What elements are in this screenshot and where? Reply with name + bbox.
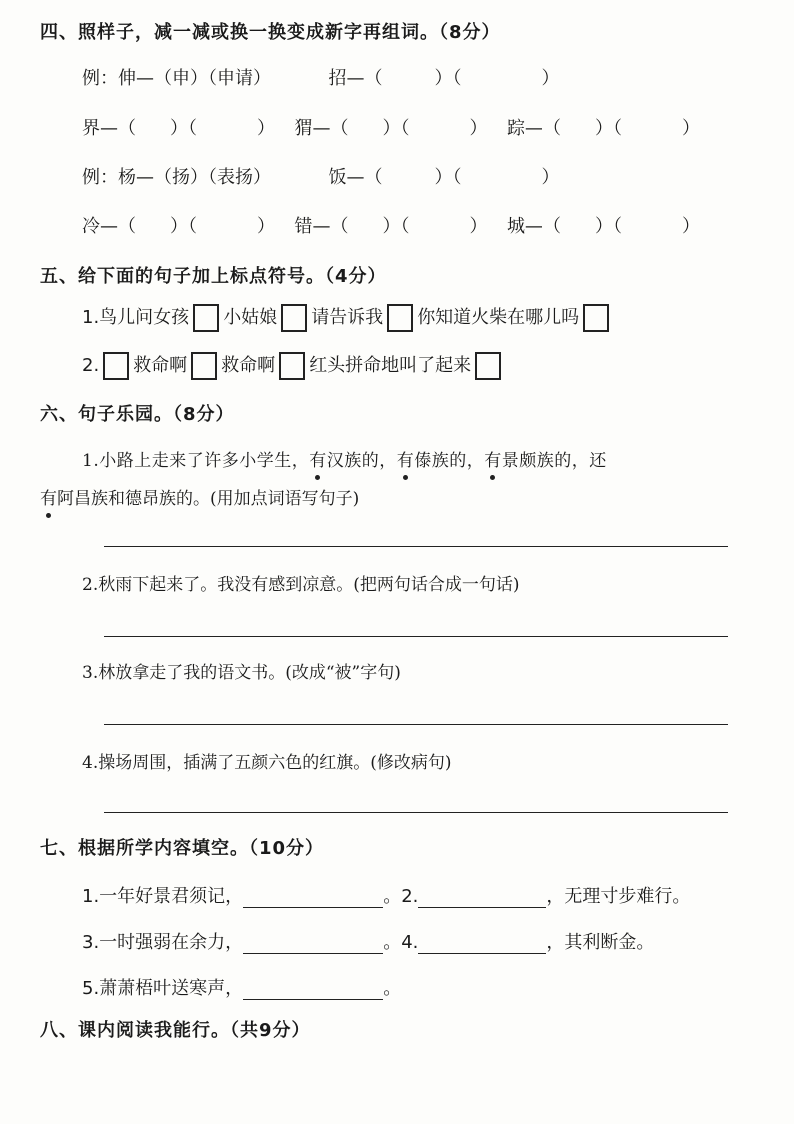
sec7-line-3: 5.萧萧梧叶送寒声， 。 (82, 978, 402, 999)
sec6-q2: 2.秋雨下起来了。我没有感到凉意。(把两句话合成一句话) (82, 575, 520, 595)
sec6-q3: 3.林放拿走了我的语文书。(改成“被”字句) (82, 663, 401, 683)
sec4-char-cheng: 城— (506, 216, 543, 237)
punctuation-box[interactable] (103, 352, 129, 380)
sec4-char-jie: 界— (82, 118, 118, 139)
sec4-example-2: 例：杨—（扬）（表扬） (82, 167, 271, 188)
sec5-line-2: 2. 救命啊 救命啊 红头拼命地叫了起来 (82, 350, 505, 382)
fill-blank-1[interactable] (243, 887, 383, 908)
sec7-line-1: 1.一年好景君须记， 。2. ，无理寸步难行。 (82, 886, 691, 907)
fill-blank-3[interactable] (243, 933, 383, 954)
section-6-title: 六、句子乐园。（8分） (40, 404, 235, 425)
sec4-char-cuo: 错— (294, 216, 331, 237)
punctuation-box[interactable] (475, 352, 501, 380)
sec4-char-leng: 冷— (82, 216, 118, 237)
section-5-title: 五、给下面的句子加上标点符号。（4分） (40, 266, 387, 287)
sec6-q1-line1: 1.小路上走来了许多小学生，有汉族的，有傣族的，有景颇族的，还 (82, 446, 607, 471)
sec5-line-1: 1.鸟儿问女孩 小姑娘 请告诉我 你知道火柴在哪儿吗 (82, 302, 613, 334)
sec4-char-zhao: 招— (328, 68, 365, 89)
sec4-char-wei: 猬— (294, 118, 331, 139)
punctuation-box[interactable] (387, 304, 413, 332)
fill-blank-5[interactable] (243, 979, 383, 1000)
section-4-title: 四、照样子，减一减或换一换变成新字再组词。（8分） (40, 22, 501, 43)
sec4-char-zong: 踪— (506, 118, 543, 139)
fill-blank-2[interactable] (418, 887, 546, 908)
punctuation-box[interactable] (583, 304, 609, 332)
punctuation-box[interactable] (193, 304, 219, 332)
punctuation-box[interactable] (191, 352, 217, 380)
fill-blank-4[interactable] (418, 933, 546, 954)
answer-line-q4[interactable] (104, 812, 728, 813)
section-7-title: 七、根据所学内容填空。（10分） (40, 838, 325, 859)
sec4-char-fan: 饭— (328, 167, 365, 188)
sec4-example-1: 例：伸—（申）（申请） (82, 68, 271, 89)
answer-line-q3[interactable] (104, 724, 728, 725)
sec6-q1-line2: 有阿昌族和德昂族的。(用加点词语写句子) (40, 484, 359, 509)
sec4-row-2: 界—（ ）（ ） 猬—（ ）（ ） 踪—（ ）（ ） (82, 118, 700, 139)
punctuation-box[interactable] (279, 352, 305, 380)
answer-line-q1[interactable] (104, 546, 728, 547)
sec6-q4: 4.操场周围，插满了五颜六色的红旗。(修改病句) (82, 753, 452, 773)
punctuation-box[interactable] (281, 304, 307, 332)
sec4-row-1: 例：伸—（申）（申请） 招—（ ）（ ） (82, 68, 560, 89)
sec4-row-3: 例：杨—（扬）（表扬） 饭—（ ）（ ） (82, 167, 560, 188)
sec4-row-4: 冷—（ ）（ ） 错—（ ）（ ） 城—（ ）（ ） (82, 216, 700, 237)
sec7-line-2: 3.一时强弱在余力， 。4. ，其利断金。 (82, 932, 655, 953)
answer-line-q2[interactable] (104, 636, 728, 637)
section-8-title: 八、课内阅读我能行。（共9分） (40, 1020, 311, 1041)
